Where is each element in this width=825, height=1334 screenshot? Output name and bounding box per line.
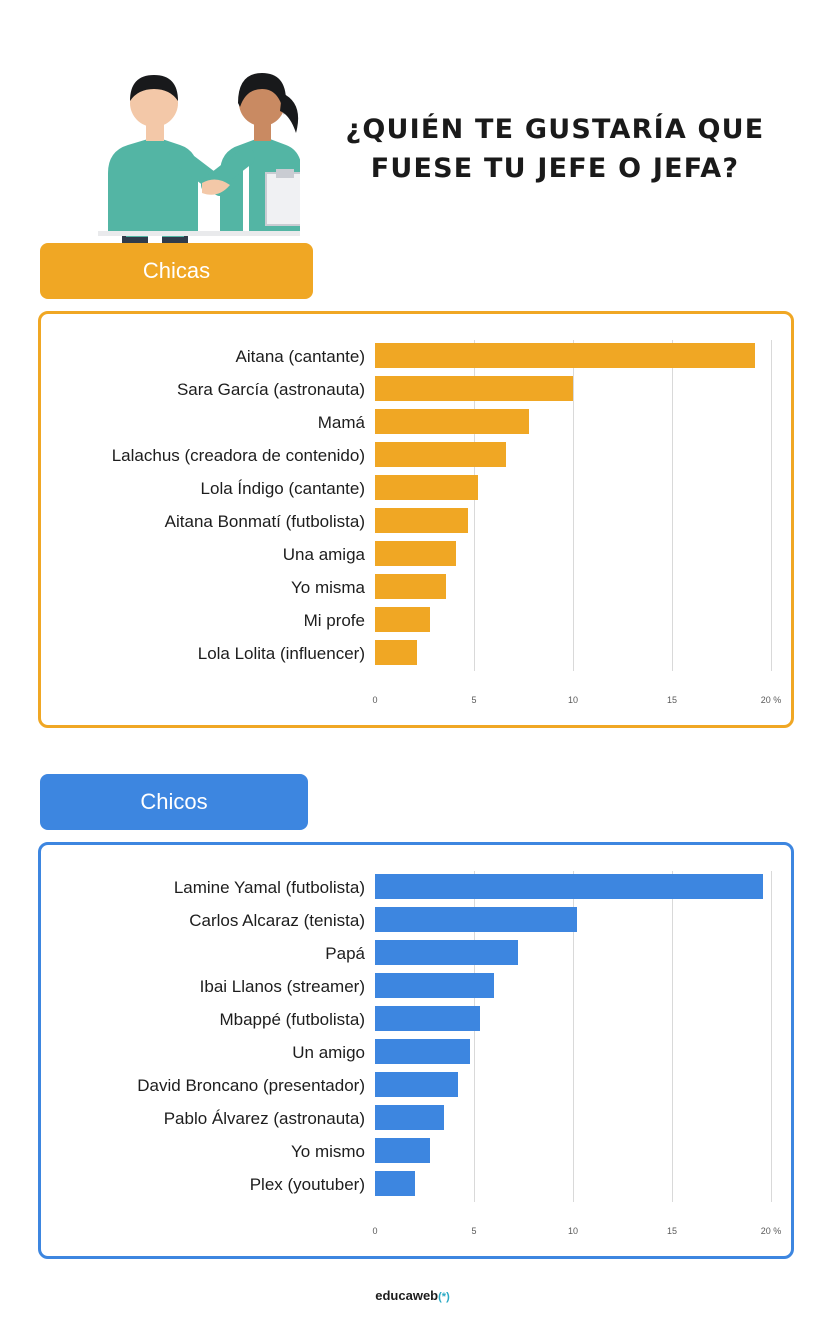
bar-label: Lalachus (creadora de contenido) [111, 445, 365, 465]
axis-tick-label: 5 [471, 1226, 477, 1236]
bar [375, 1171, 415, 1196]
bar-row [41, 439, 791, 472]
tab-chicas-label: Chicas [142, 258, 211, 283]
bar-label: Papá [325, 943, 365, 963]
bar-label: Sara García (astronauta) [176, 379, 365, 399]
bar-track [375, 904, 791, 937]
bar-track [375, 871, 791, 904]
bar [375, 973, 494, 998]
bar [375, 1039, 470, 1064]
brand-name: educaweb [375, 1288, 439, 1303]
bar-track [375, 970, 791, 1003]
header [0, 30, 825, 240]
bar-label: Mbappé (futbolista) [219, 1009, 365, 1029]
tab-chicas[interactable] [40, 243, 313, 299]
bar-rows-chicos [41, 871, 791, 1201]
bar-row [41, 871, 791, 904]
bar-label: Pablo Álvarez (astronauta) [163, 1108, 365, 1128]
bar-label: Lamine Yamal (futbolista) [173, 877, 365, 897]
brand-mark: (*) [438, 1291, 450, 1303]
handshake-illustration [70, 55, 300, 245]
bar [375, 940, 518, 965]
bar-label: Lola Índigo (cantante) [200, 478, 365, 498]
bar [375, 640, 417, 665]
chart-panel-chicas [38, 311, 794, 728]
bar-track [375, 637, 791, 670]
x-axis-chicas [372, 695, 782, 715]
bar-row [41, 571, 791, 604]
bar-track [375, 1102, 791, 1135]
bar [375, 607, 430, 632]
bar-row [41, 340, 791, 373]
bar [375, 574, 446, 599]
bar-track [375, 373, 791, 406]
tab-chicos[interactable] [40, 774, 308, 830]
bar [375, 541, 456, 566]
bar-rows-chicas [41, 340, 791, 670]
bar-track [375, 1135, 791, 1168]
bar [375, 1105, 444, 1130]
axis-tick-label: 10 [567, 695, 579, 705]
bar-row [41, 1036, 791, 1069]
bar-track [375, 505, 791, 538]
axis-tick-label: 5 [471, 695, 477, 705]
bar [375, 1138, 430, 1163]
bar [375, 1006, 480, 1031]
bar-chart-chicas [41, 314, 791, 725]
bar-row [41, 1168, 791, 1201]
bar-label: Ibai Llanos (streamer) [199, 976, 365, 996]
bar-row [41, 604, 791, 637]
bar-label: Mi profe [303, 610, 365, 630]
bar [375, 907, 577, 932]
bar-track [375, 571, 791, 604]
bar [375, 442, 506, 467]
bar-chart-chicos [41, 845, 791, 1256]
bar-label: Un amigo [292, 1042, 365, 1062]
bar-label: Aitana Bonmatí (futbolista) [164, 511, 365, 531]
bar-row [41, 937, 791, 970]
bar-row [41, 904, 791, 937]
bar-track [375, 604, 791, 637]
bar-label: Carlos Alcaraz (tenista) [189, 910, 365, 930]
bar-row [41, 505, 791, 538]
bar-row [41, 1135, 791, 1168]
bar [375, 409, 529, 434]
bar [375, 1072, 458, 1097]
axis-tick-label: 10 [567, 1226, 579, 1236]
bar-row [41, 637, 791, 670]
bar [375, 343, 755, 368]
bar-row [41, 1069, 791, 1102]
page-title: ¿QUIÉN TE GUSTARÍA QUE FUESE TU JEFE O JEFA? [345, 114, 765, 185]
bar [375, 475, 478, 500]
bar-row [41, 538, 791, 571]
bar-row [41, 1102, 791, 1135]
bar-label: Mamá [317, 412, 365, 432]
bar-label: Lola Lolita (influencer) [197, 643, 365, 663]
bar-row [41, 970, 791, 1003]
bar-label: Yo misma [290, 577, 365, 597]
bar-label: David Broncano (presentador) [137, 1075, 365, 1095]
footer-brand [0, 1288, 825, 1303]
bar-row [41, 406, 791, 439]
bar [375, 376, 573, 401]
axis-tick-label: 15 [666, 1226, 678, 1236]
axis-tick-label: 15 [666, 695, 678, 705]
axis-tick-label: 20 % [760, 695, 782, 705]
bar-label: Una amiga [282, 544, 365, 564]
chart-panel-chicos [38, 842, 794, 1259]
bar-track [375, 406, 791, 439]
bar-row [41, 373, 791, 406]
bar-track [375, 1168, 791, 1201]
bar-track [375, 1036, 791, 1069]
bar-row [41, 472, 791, 505]
axis-tick-label: 0 [372, 695, 378, 705]
bar-track [375, 472, 791, 505]
bar-track [375, 937, 791, 970]
axis-tick-label: 20 % [760, 1226, 782, 1236]
bar-row [41, 1003, 791, 1036]
bar-track [375, 538, 791, 571]
tab-chicos-label: Chicos [140, 789, 208, 814]
bar-track [375, 1003, 791, 1036]
axis-tick-label: 0 [372, 1226, 378, 1236]
bar-track [375, 1069, 791, 1102]
bar-track [375, 439, 791, 472]
x-axis-chicos [372, 1226, 782, 1246]
bar-label: Aitana (cantante) [235, 346, 365, 366]
bar [375, 508, 468, 533]
bar-label: Yo mismo [290, 1141, 365, 1161]
bar-track [375, 340, 791, 373]
bar-label: Plex (youtuber) [249, 1174, 365, 1194]
bar [375, 874, 763, 899]
